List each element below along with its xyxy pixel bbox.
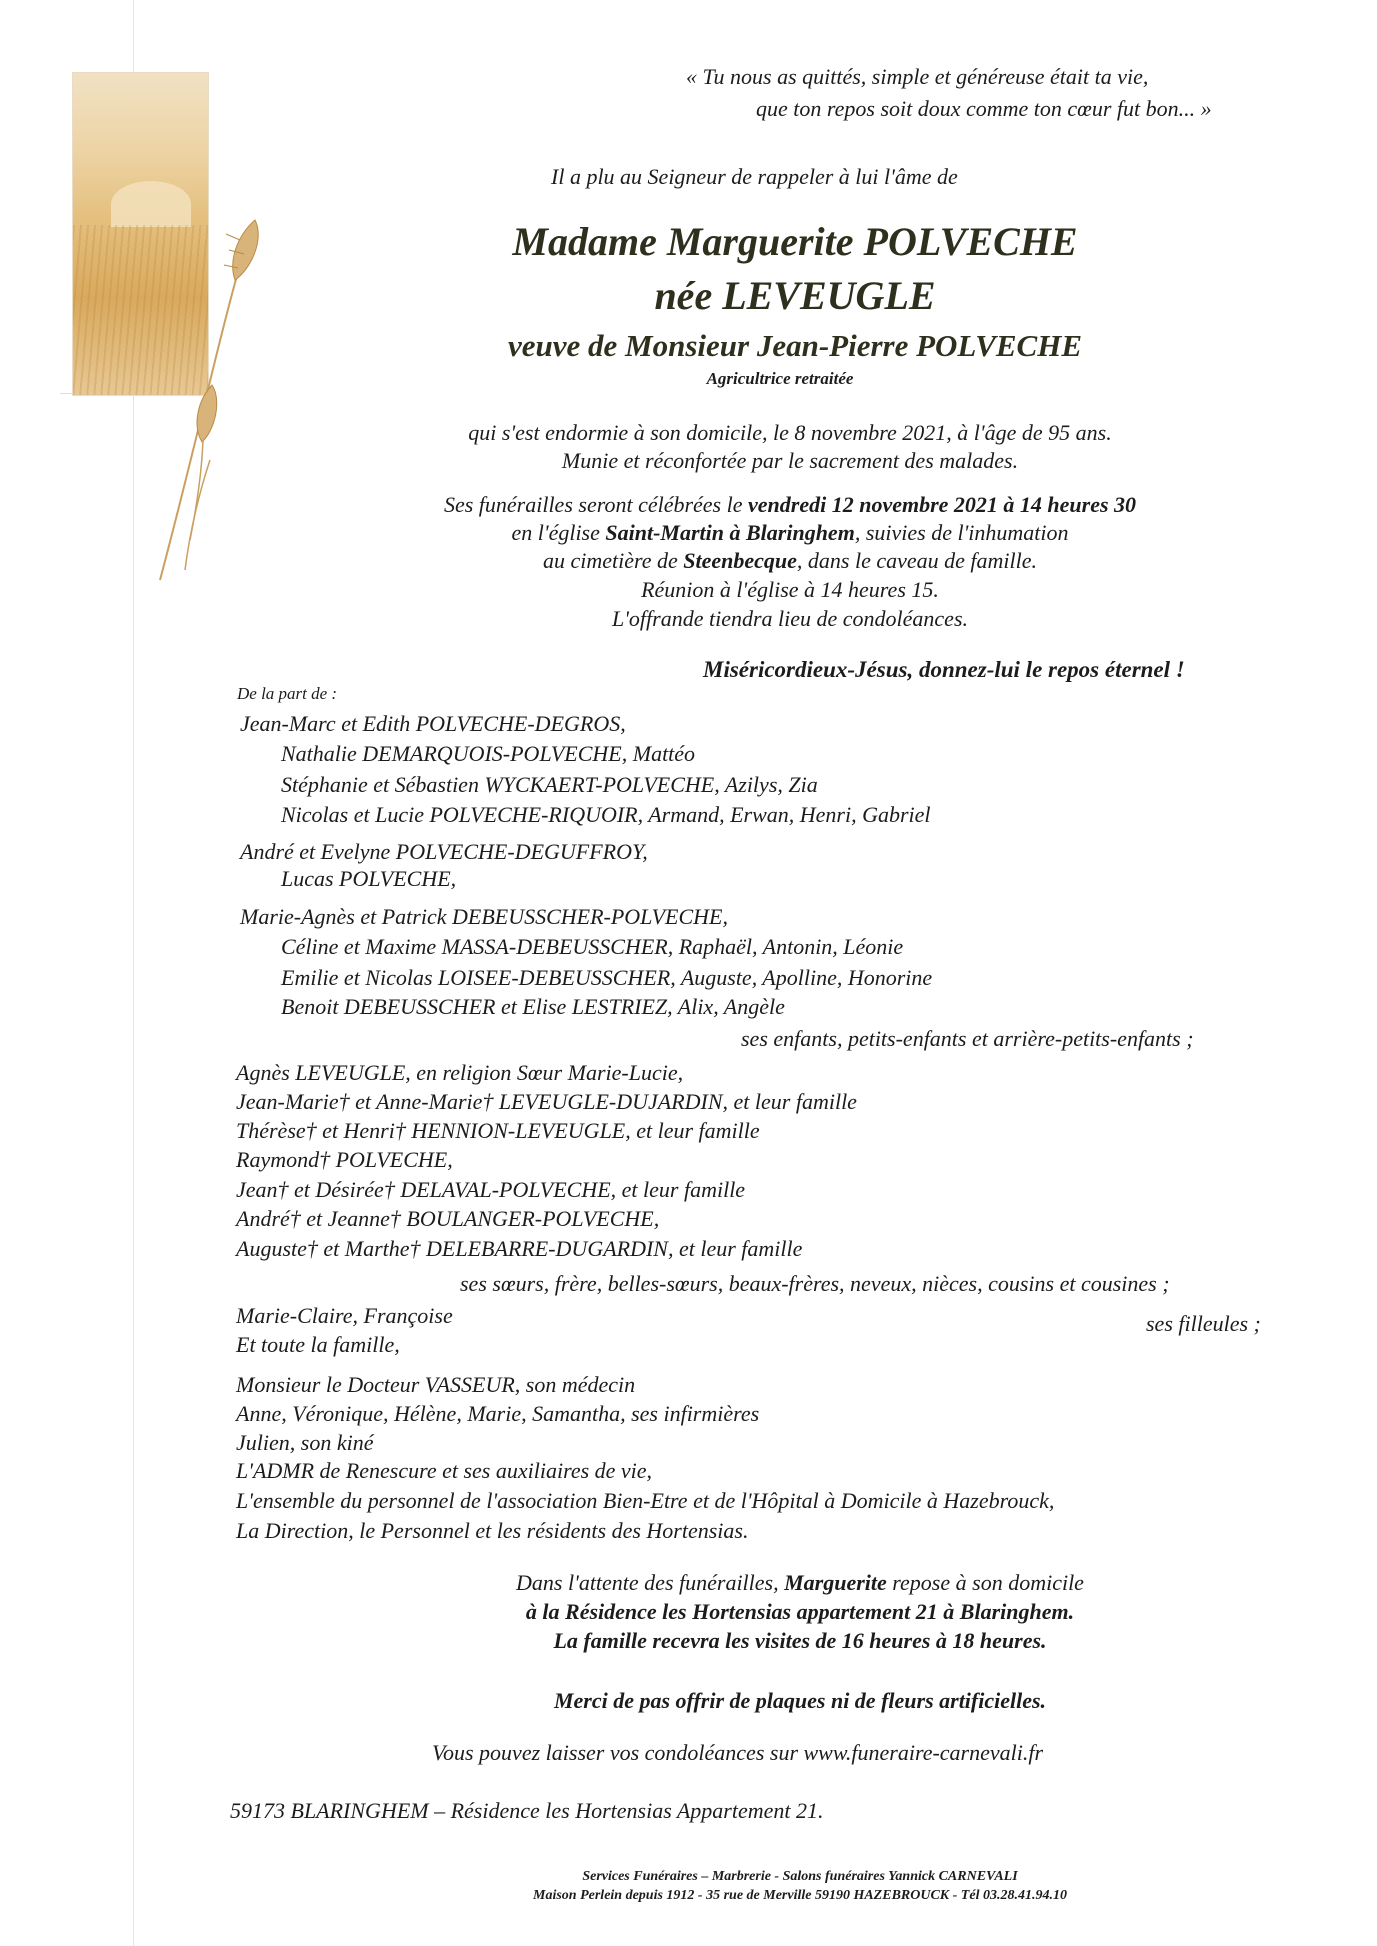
funeral-church: Saint-Martin à Blaringhem [605,520,855,545]
rest-first-name: Marguerite [784,1570,887,1595]
caregiver-line: Monsieur le Docteur VASSEUR, son médecin [236,1372,636,1397]
funeral-line-3-end: , dans le caveau de famille. [796,548,1038,573]
family-line: Marie-Claire, Françoise [236,1303,453,1328]
family-line: Auguste† et Marthe† DELEBARRE-DUGARDIN, et leur famille [236,1236,803,1261]
funeral-cemetery: Steenbecque [683,548,797,573]
deceased-maiden-name: née LEVEUGLE [654,273,936,318]
funeral-line-2-end: , suivies de l'inhumation [854,520,1069,545]
caregiver-line: Anne, Véronique, Hélène, Marie, Samantha, ses infirmières [236,1401,760,1426]
funeral-line-4: Réunion à l'église à 14 heures 15. [641,577,939,602]
occupation: Agricultrice retraitée [706,369,854,388]
caregiver-line: L'ensemble du personnel de l'association Bien-Etre et de l'Hôpital à Domicile à Hazebrouck, [236,1488,1055,1513]
family-role: ses enfants, petits-enfants et arrière-petits-enfants ; [741,1026,1194,1051]
caregiver-line: Julien, son kiné [236,1430,374,1455]
family-line: André et Evelyne POLVECHE-DEGUFFROY, [240,839,648,864]
funeral-line-2 [340,522,1240,544]
family-line: Emilie et Nicolas LOISEE-DEBEUSSCHER, Auguste, Apolline, Honorine [281,965,933,990]
funeral-line-3 [340,550,1240,572]
epigraph-line-1: « Tu nous as quittés, simple et généreuse était ta vie, [686,64,1149,89]
footer-line-1: Services Funéraires – Marbrerie - Salons funéraires Yannick CARNEVALI [582,1869,1018,1884]
death-line-1: qui s'est endormie à son domicile, le 8 novembre 2021, à l'âge de 95 ans. [468,420,1112,445]
from-label: De la part de : [237,684,338,703]
funeral-date: vendredi 12 novembre 2021 à 14 heures 30 [748,492,1137,517]
funeral-line-1-text: Ses funérailles seront célébrées le [443,492,748,517]
family-line: Stéphanie et Sébastien WYCKAERT-POLVECHE, Azilys, Zia [281,772,818,797]
family-line: Raymond† POLVECHE, [236,1147,453,1172]
family-line: Jean† et Désirée† DELAVAL-POLVECHE, et leur famille [236,1177,746,1202]
funeral-line-3-text: au cimetière de [542,548,684,573]
deceased-name: Madame Marguerite POLVECHE [512,219,1078,264]
family-line: Thérèse† et Henri† HENNION-LEVEUGLE, et leur famille [236,1118,760,1143]
rest-line-3: La famille recevra les visites de 16 heures à 18 heures. [553,1628,1047,1653]
funeral-line-5: L'offrande tiendra lieu de condoléances. [611,606,969,631]
family-line: Jean-Marie† et Anne-Marie† LEVEUGLE-DUJARDIN, et leur famille [236,1089,857,1114]
address-line: 59173 BLARINGHEM – Résidence les Hortensias Appartement 21. [230,1798,824,1823]
family-line: Nicolas et Lucie POLVECHE-RIQUOIR, Armand, Erwan, Henri, Gabriel [281,802,931,827]
rest-line-1-end: repose à son domicile [886,1570,1084,1595]
family-line: Benoit DEBEUSSCHER et Elise LESTRIEZ, Alix, Angèle [281,994,785,1019]
family-line: Marie-Agnès et Patrick DEBEUSSCHER-POLVECHE, [240,904,728,929]
death-line-2: Munie et réconfortée par le sacrement des malades. [561,448,1019,473]
rest-line-2: à la Résidence les Hortensias appartement 21 à Blaringhem. [525,1599,1075,1624]
family-line: Et toute la famille, [236,1332,400,1357]
family-line: Lucas POLVECHE, [281,866,457,891]
family-line: Agnès LEVEUGLE, en religion Sœur Marie-Lucie, [236,1060,684,1085]
epigraph-line-2: que ton repos soit doux comme ton cœur fut bon... » [756,96,1212,121]
family-role: ses sœurs, frère, belles-sœurs, beaux-frères, neveux, nièces, cousins et cousines ; [460,1271,1170,1296]
rest-line-1 [420,1572,1180,1594]
widow-of-line: veuve de Monsieur Jean-Pierre POLVECHE [507,328,1083,363]
condolences-line: Vous pouvez laisser vos condoléances sur www.funeraire-carnevali.fr [432,1740,1044,1765]
wheat-ear-icon [140,210,290,590]
caregiver-line: L'ADMR de Renescure et ses auxiliaires de vie, [236,1458,653,1483]
family-line: Jean-Marc et Edith POLVECHE-DEGROS, [240,711,626,736]
family-line: Céline et Maxime MASSA-DEBEUSSCHER, Raphaël, Antonin, Léonie [281,934,904,959]
family-role: ses filleules ; [1146,1311,1261,1336]
funeral-line-1 [340,494,1240,516]
prayer: Miséricordieux-Jésus, donnez-lui le repos éternel ! [703,657,1185,682]
footer-line-2: Maison Perlein depuis 1912 - 35 rue de Merville 59190 HAZEBROUCK - Tél 03.28.41.94.10 [533,1888,1067,1903]
funeral-line-2-text: en l'église [511,520,606,545]
flowers-notice: Merci de pas offrir de plaques ni de fleurs artificielles. [553,1688,1047,1713]
caregiver-line: La Direction, le Personnel et les résidents des Hortensias. [236,1518,749,1543]
intro-line: Il a plu au Seigneur de rappeler à lui l'âme de [551,164,958,189]
family-line: Nathalie DEMARQUOIS-POLVECHE, Mattéo [281,741,696,766]
family-line: André† et Jeanne† BOULANGER-POLVECHE, [236,1206,660,1231]
rest-line-1-text: Dans l'attente des funérailles, [516,1570,785,1595]
